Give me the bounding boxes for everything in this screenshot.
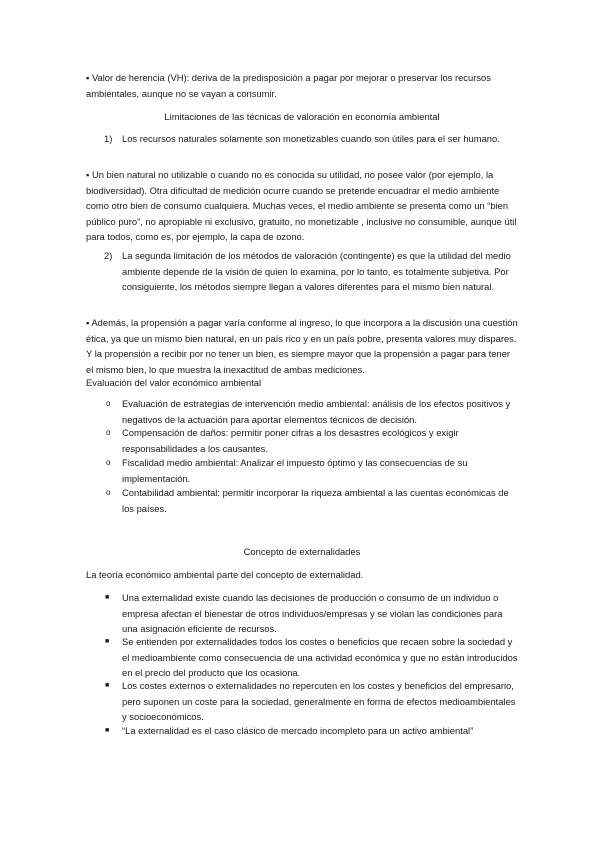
paragraph-valor-herencia [86,70,518,101]
list-item-text: Fiscalidad medio ambiental: Analizar el impuesto óptimo y las consecuencias de su implementación. [122,457,468,484]
bullet-marker: ▪ [86,317,90,328]
paragraph-text: Además, la propensión a pagar varía conforme al ingreso, lo que incorpora a la discusión una cuestión ética, ya que un mismo bien natural, en un país rico y en un país pobre, presenta valores muy dispares. Y la propensión a recibir por no tener un bien, es siempre mayor que la propensión a pagar para tener el mismo bien, lo que muestra la inexactitud de ambas mediciones. [86,317,518,375]
list-marker: o [106,488,111,497]
heading-evaluacion: Evaluación del valor económico ambiental [86,377,262,388]
list-item-text: Compensación de daños: permitir poner cifras a los desastres ecológicos y exigir responsabilidades a los causantes. [122,427,459,454]
heading-limitaciones: Limitaciones de las técnicas de valoración en economía ambiental [164,111,440,122]
paragraph-bien-natural [86,167,518,245]
paragraph-intro-externalidades: La teoría económico ambiental parte del concepto de externalidad. [86,569,364,580]
bullet-marker: ▪ [86,72,90,83]
list-item-text: Una externalidad existe cuando las decisiones de producción o consumo de un individuo o empresa afectan el bienestar de otros individuos/empresas y se violan las condiciones para una asignación eficiente de recursos. [122,592,503,634]
paragraph-text: Valor de herencia (VH): deriva de la predisposición a pagar por mejorar o preservar los recursos ambientales, aunque no se vayan a consumir. [86,72,491,99]
paragraph-text: Un bien natural no utilizable o cuando no es conocida su utilidad, no posee valor (por ejemplo, la biodiversidad). Otra dificultad de medición ocurre cuando se pretende encuadrar el medio ambiente como otro bien de consumo cualquiera. Muchas veces, el medio ambiente se presenta como un “bien público puro”, no apropiable ni exclusivo, gratuito, no monetizable , inclusive no consumible, aunque útil para todos, como es, por ejemplo, la capa de ozono. [86,169,517,242]
list-item-text: Se entienden por externalidades todos los costes o beneficios que recaen sobre la sociedad y el medioambiente como consecuencia de una actividad económica y que no están introducidos en el precio del producto que los ocasiona. [122,636,518,678]
list-marker: o [106,428,111,437]
list-marker: ■ [105,594,110,601]
list-marker: o [106,399,111,408]
list-item-text: Contabilidad ambiental: permitir incorporar la riqueza ambiental a las cuentas económicas de los países. [122,487,509,514]
list-item-text: La segunda limitación de los métodos de valoración (contingente) es que la utilidad del medio ambiente depende de la visión de quien lo examina, por lo tanto, es totalmente subjetiva. Por consiguiente, los métodos siempre llegan a valores diferentes para el mismo bien natural. [122,250,511,292]
list-marker: o [106,458,111,467]
list-item-text: Los recursos naturales solamente son monetizables cuando son útiles para el ser humano. [122,133,500,144]
list-number: 2) [104,250,113,261]
list-marker: ■ [105,682,110,689]
list-marker: ■ [105,727,110,734]
paragraph-ademas [86,315,518,377]
list-item-text: Los costes externos o externalidades no repercuten en los costes y beneficios del empresario, pero suponen un coste para la sociedad, generalmente en forma de efectos medioambientales y socioeconómicos. [122,680,516,722]
heading-externalidades: Concepto de externalidades [243,546,361,557]
list-marker: ■ [105,638,110,645]
bullet-marker: ▪ [86,169,90,180]
list-number: 1) [104,133,113,144]
list-item-text: Evaluación de estrategias de intervención medio ambiental: análisis de los efectos positivos y negativos de la actuación para aportar elementos técnicos de decisión. [122,398,511,425]
list-item-text: “La externalidad es el caso clásico de mercado incompleto para un activo ambiental” [122,725,474,736]
